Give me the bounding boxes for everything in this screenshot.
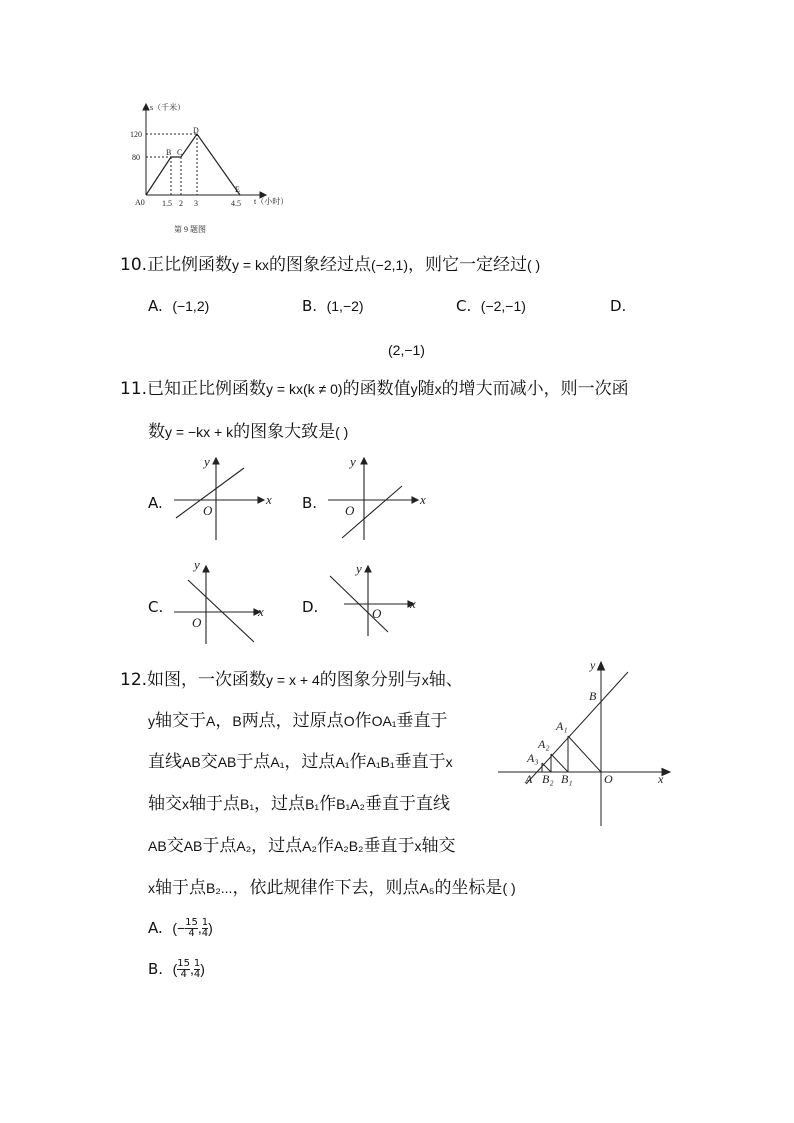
q11a-origin-label: O: [203, 503, 213, 518]
q12-l2e: 垂直于: [396, 711, 448, 731]
q12-fig-a1: A₁: [556, 719, 568, 733]
fig9-point-c: C: [177, 148, 183, 157]
q12-l3c: 于点: [236, 752, 271, 772]
q12-l2O: O: [343, 713, 355, 729]
q12-option-a-letter: A.: [148, 919, 163, 937]
q11b-y-label: y: [350, 454, 356, 469]
q10-eq: y = kx: [232, 257, 270, 273]
q12-l2B: B: [232, 713, 242, 729]
q11-text2: 的函数值: [342, 379, 411, 399]
q10-option-a[interactable]: [148, 297, 209, 315]
q12-option-a-open: (−: [172, 920, 186, 936]
q12-l5f: 轴交: [421, 836, 456, 856]
q12-option-b-open: (: [172, 961, 178, 977]
q11-option-a-letter[interactable]: A.: [148, 494, 163, 512]
q12-l6c: 的坐标是: [434, 878, 503, 898]
q10-paren: ( ): [526, 257, 541, 273]
q11c-line: [188, 580, 254, 642]
q12-l3AB: AB: [182, 754, 201, 770]
q11-stem-line1: [120, 379, 629, 399]
q12-l5e: 垂直于: [363, 836, 415, 856]
q12-option-a-frac1: [185, 918, 198, 939]
q12-option-a[interactable]: [148, 918, 213, 939]
q12-l2OA1: OA₁: [371, 713, 397, 729]
q12-option-a-den1: 4: [188, 928, 195, 939]
q12-l1x: x: [421, 672, 429, 688]
q11a-y-label: y: [204, 454, 210, 469]
q12-l4B1b: B₁: [305, 796, 320, 812]
q12-l2d: 作: [354, 711, 372, 731]
q11-paren: ( ): [335, 424, 349, 440]
q10-text3: ，则它一定经过: [407, 255, 527, 275]
q10-point: (−2,1): [371, 257, 408, 273]
q12-l3A1: A₁: [270, 754, 285, 770]
q11-text5: 数: [148, 422, 165, 442]
q12-option-a-sep: ,: [197, 920, 202, 936]
fig9-tick-120: 120: [130, 130, 142, 139]
q12-option-b-den2: 4: [193, 969, 201, 980]
q10-stem: [120, 255, 540, 275]
q12-fig-a2: A₂: [538, 737, 550, 751]
q12-l1c: 轴、: [428, 670, 463, 690]
q11a-y-arrow: [213, 458, 219, 464]
q11-option-d-graph[interactable]: [324, 556, 434, 648]
q10-text1: 正比例函数: [147, 255, 233, 275]
q12-l4c: ，过点: [254, 794, 306, 814]
q12-option-a-num1: 15: [185, 917, 198, 928]
fig9-tick-4-5: 4.5: [231, 199, 241, 208]
q12-option-b-frac1: [177, 959, 190, 980]
q12-l3x: x: [445, 754, 453, 770]
q12-l4b: 轴于点: [189, 794, 240, 814]
q12-line-ab: [526, 672, 628, 784]
q12-l5A2B2: A₂B₂: [333, 838, 364, 854]
fig9-point-d: D: [193, 126, 199, 135]
q11a-x-arrow: [258, 497, 264, 503]
q11c-y-arrow: [203, 566, 209, 572]
q12-option-b-letter: B.: [148, 960, 164, 978]
q10-option-a-letter: A.: [148, 297, 163, 315]
q12-l5b: 于点: [202, 836, 237, 856]
q12-b1a2: [551, 754, 568, 772]
q11-eq2: y = −kx + k: [165, 424, 234, 440]
q11b-origin-label: O: [345, 503, 355, 518]
q11-text4: 的增大而减小，则一次函: [441, 379, 629, 399]
q11c-origin-label: O: [192, 615, 202, 630]
q12-l2b: ，: [215, 711, 233, 731]
q12-l2A: A: [206, 713, 216, 729]
q12-l5x: x: [414, 838, 422, 854]
q10-option-d-value: (2,−1): [388, 342, 425, 358]
q12-l5a: 交: [166, 836, 184, 856]
fig9-path: [146, 134, 240, 195]
q12-l6x: x: [148, 880, 155, 896]
q11-option-c-letter[interactable]: C.: [148, 598, 164, 616]
fig9-y-label: s（千米）: [150, 103, 186, 112]
q11-option-d-letter[interactable]: D.: [302, 598, 319, 616]
q12-line3: [148, 752, 453, 772]
q12-line1: [120, 670, 463, 690]
q12-l5AB2: AB: [183, 838, 203, 854]
q12-option-a-close: ): [208, 920, 213, 936]
q12-l4e: 垂直于直线: [364, 794, 450, 814]
q12-l4d: 作: [319, 794, 337, 814]
q10-option-c[interactable]: [456, 297, 526, 315]
fig9-tick-3: 3: [194, 199, 198, 208]
q12-y-arrow: [598, 662, 605, 670]
q12-fig-b1: B₁: [561, 772, 573, 786]
q12-fig-y: y: [590, 658, 596, 672]
q10-option-d[interactable]: [610, 297, 626, 315]
q12-option-b-den1: 4: [180, 969, 187, 980]
q11-number: 11.: [120, 379, 148, 399]
q11-eq1: y = kx(k ≠ 0): [266, 381, 343, 397]
q11c-x-label: x: [258, 604, 264, 619]
q12-l6B2: B₂...: [206, 880, 233, 896]
q12-l3a: 直线: [148, 752, 182, 772]
q12-l3d: ，过点: [284, 752, 336, 772]
q12-l3A1B1: A₁B₁: [366, 754, 395, 770]
q11b-x-arrow: [412, 497, 418, 503]
q11-text3: 随: [417, 379, 435, 399]
q12-l1a: 如图，一次函数: [147, 670, 267, 690]
q10-option-a-value: (−1,2): [172, 298, 210, 314]
q11-option-a-graph[interactable]: [170, 452, 280, 544]
q12-l5d: 作: [316, 836, 334, 856]
q11d-origin-label: O: [372, 606, 382, 621]
q10-number: 10.: [120, 255, 148, 275]
q12-l2y: y: [148, 713, 155, 729]
q12-l2a: 轴交于: [155, 711, 206, 731]
q12-number: 12.: [120, 670, 148, 690]
fig9-point-e: E: [235, 185, 240, 194]
q12-fig-b: B: [589, 689, 597, 703]
fig9-origin-label: A0: [135, 198, 145, 207]
q12-l3e: 作: [349, 752, 367, 772]
q12-l4B1: B₁: [240, 796, 255, 812]
q11-option-c-graph[interactable]: [170, 556, 280, 648]
q10-option-b-value: (1,−2): [326, 298, 364, 314]
q12-line2: [148, 711, 448, 731]
q12-l6b: ，依此规律作下去，则点: [232, 878, 420, 898]
fig9-point-b: B: [166, 148, 172, 157]
q12-option-b-num2: 1: [193, 958, 201, 969]
fig9-tick-1-5: 1.5: [162, 199, 172, 208]
q12-l5AB: AB: [148, 838, 167, 854]
q11d-x-label: x: [410, 596, 416, 611]
fig9-graph: [128, 96, 308, 238]
q12-line4: [148, 794, 450, 814]
q12-option-a-num2: 1: [201, 917, 209, 928]
q11a-x-label: x: [266, 492, 272, 507]
q12-option-b-num1: 15: [177, 958, 191, 969]
q12-l4a: 轴交: [148, 794, 182, 814]
q10-option-d-letter: D.: [610, 297, 627, 315]
q12-option-b[interactable]: [148, 959, 205, 980]
q11-stem-line2: [148, 422, 348, 442]
q12-fig-a: A: [525, 772, 533, 786]
q12-b2a3: [542, 763, 551, 772]
q12-l3A1b: A₁: [335, 754, 350, 770]
q11b-y-arrow: [361, 458, 367, 464]
q12-option-b-sep: ,: [190, 961, 194, 977]
q12-paren: ( ): [502, 880, 516, 896]
q11-text6: 的图象大致是: [233, 422, 336, 442]
q12-fig-x: x: [658, 772, 664, 786]
q11-var-y: y: [410, 381, 418, 397]
q12-eq: y = x + 4: [266, 672, 320, 688]
fig9-caption: 第 9 题图: [174, 225, 206, 234]
q12-l4x: x: [182, 796, 189, 812]
q12-option-a-den2: 4: [201, 928, 209, 939]
q12-l6a: 轴于点: [155, 878, 206, 898]
q11d-y-arrow: [365, 566, 371, 572]
q10-option-c-value: (−2,−1): [480, 298, 526, 314]
q12-l3AB2: AB: [217, 754, 237, 770]
q12-l2c: 两点，过原点: [241, 711, 344, 731]
q11b-x-label: x: [420, 492, 426, 507]
q11-option-b-graph[interactable]: [324, 452, 434, 544]
q11c-y-label: y: [194, 557, 200, 572]
q12-figure: [496, 656, 676, 828]
fig9-x-label: t（小时）: [254, 197, 289, 206]
q10-text2: 的图象经过点: [269, 255, 372, 275]
q12-option-b-close: ): [200, 961, 205, 977]
q12-l3f: 垂直于: [394, 752, 446, 772]
fig9-y-arrow: [143, 104, 149, 110]
q12-l4B1A2: B₁A₂: [336, 796, 365, 812]
q12-l6A5: A₅: [419, 880, 435, 896]
q12-l3b: 交: [200, 752, 218, 772]
q12-fig-o: O: [604, 772, 613, 786]
q10-option-c-letter: C.: [456, 297, 472, 315]
q12-line6: [148, 878, 516, 898]
q12-l5A2: A₂: [236, 838, 252, 854]
fig9-tick-80: 80: [132, 153, 140, 162]
q12-l1b: 的图象分别与: [319, 670, 422, 690]
q12-oa1: [568, 736, 601, 772]
q12-fig-a3: A₃: [527, 751, 539, 765]
q11d-y-label: y: [356, 561, 362, 576]
q11-var-x: x: [434, 381, 442, 397]
q10-option-b[interactable]: [302, 297, 364, 315]
fig9-tick-2: 2: [179, 199, 183, 208]
q12-fig-b2: B₂: [542, 772, 554, 786]
q12-l5c: ，过点: [251, 836, 303, 856]
q12-line5: [148, 836, 455, 856]
q10-option-b-letter: B.: [302, 297, 318, 315]
q11-option-b-letter[interactable]: B.: [302, 494, 318, 512]
q12-l5A2b: A₂: [302, 838, 317, 854]
q11-text1: 已知正比例函数: [147, 379, 267, 399]
